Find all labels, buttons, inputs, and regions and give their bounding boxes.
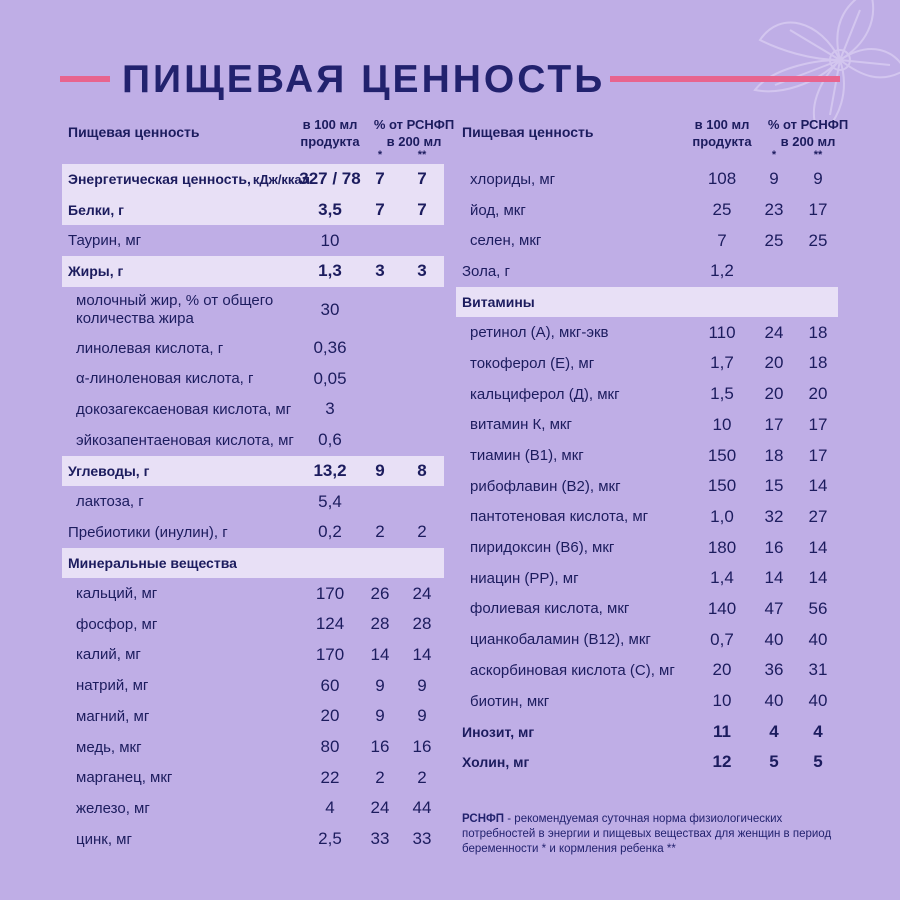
table-row xyxy=(456,747,838,778)
row-name-text: Белки, г xyxy=(68,202,124,219)
row-value-per100: 20 xyxy=(320,706,340,726)
row-value-per100: 170 xyxy=(315,583,345,603)
table-row xyxy=(62,394,444,425)
row-name xyxy=(76,640,141,671)
row-value-per100: 0,05 xyxy=(313,368,347,388)
table-row xyxy=(62,548,444,579)
row-value-pct-pregnancy: 40 xyxy=(764,691,784,711)
row-value-pct-lactation: 17 xyxy=(808,200,828,220)
row-value-pct-lactation: 9 xyxy=(417,706,427,726)
row-name xyxy=(76,701,149,732)
row-value-pct-lactation: 40 xyxy=(808,629,828,649)
row-value-per100: 1,0 xyxy=(710,506,734,526)
row-value-pct-pregnancy xyxy=(360,287,400,333)
header-per100-line1: в 100 мл xyxy=(302,117,358,132)
row-name xyxy=(470,440,584,471)
row-value-pct-pregnancy: 47 xyxy=(764,598,784,618)
header-per100-line2: продукта xyxy=(300,134,360,149)
row-name xyxy=(68,256,123,287)
row-value-per100: 110 xyxy=(708,322,736,342)
row-name-text: Зола, г xyxy=(462,262,510,280)
row-value-pct-lactation xyxy=(402,363,442,394)
row-value-pct-pregnancy: 15 xyxy=(764,476,784,496)
row-value-pct-pregnancy: 20 xyxy=(764,353,784,373)
row-value-pct-lactation xyxy=(798,287,838,318)
table-row xyxy=(456,410,838,441)
header-asterisk-1: * xyxy=(377,149,383,161)
table-row xyxy=(62,609,444,640)
row-name xyxy=(470,225,541,256)
row-value-pct-lactation: 44 xyxy=(412,798,432,818)
row-name-text: магний, мг xyxy=(76,707,150,725)
row-value-pct-pregnancy: 4 xyxy=(769,721,779,741)
row-value-pct-pregnancy xyxy=(360,394,400,425)
row-value-pct-lactation: 4 xyxy=(813,721,823,741)
row-value-pct-pregnancy xyxy=(360,425,400,456)
row-name-text: Пребиотики (инулин), г xyxy=(68,523,228,541)
title-row xyxy=(60,52,840,108)
table-row xyxy=(456,287,838,318)
row-name-text: фосфор, мг xyxy=(76,615,158,633)
row-name-text: фолиевая кислота, мкг xyxy=(470,600,630,618)
row-name xyxy=(68,164,310,195)
row-value-pct-lactation: 16 xyxy=(412,737,432,757)
row-value-pct-pregnancy: 24 xyxy=(370,798,390,818)
row-name xyxy=(470,164,555,195)
row-value-pct-lactation: 28 xyxy=(412,614,432,634)
row-value-pct-lactation: 31 xyxy=(808,660,828,680)
table-row xyxy=(456,379,838,410)
row-name-text: йод, мкг xyxy=(470,201,526,219)
row-value-pct-pregnancy xyxy=(360,363,400,394)
row-value-pct-pregnancy: 2 xyxy=(375,522,385,542)
row-value-per100: 25 xyxy=(712,200,732,220)
row-value-pct-lactation xyxy=(402,333,442,364)
row-value-pct-lactation: 9 xyxy=(813,169,823,189)
row-value-pct-pregnancy xyxy=(754,256,794,287)
row-value-per100: 12 xyxy=(712,752,732,772)
title-accent-right xyxy=(610,76,840,82)
row-name xyxy=(470,502,648,533)
row-name xyxy=(462,747,529,778)
table-row xyxy=(62,363,444,394)
row-value-pct-lactation: 56 xyxy=(808,598,828,618)
row-name-text: Холин, мг xyxy=(462,754,530,771)
row-name xyxy=(76,287,326,333)
table-row xyxy=(456,686,838,717)
row-value-pct-pregnancy: 24 xyxy=(764,322,784,342)
row-value-per100: 3,5 xyxy=(318,200,342,220)
row-value-pct-pregnancy: 36 xyxy=(764,660,784,680)
row-name-text: калий, мг xyxy=(76,646,141,664)
row-name-text: ниацин (РР), мг xyxy=(470,569,579,587)
row-value-pct-pregnancy: 18 xyxy=(764,445,784,465)
row-value-pct-pregnancy: 16 xyxy=(764,537,784,557)
row-value-pct-pregnancy xyxy=(360,548,400,579)
row-name xyxy=(470,317,609,348)
row-value-pct-lactation xyxy=(402,486,442,517)
header-per100 xyxy=(682,116,762,150)
table-row xyxy=(62,225,444,256)
row-value-per100: 10 xyxy=(712,691,732,711)
row-value-per100: 170 xyxy=(315,644,345,664)
table-row xyxy=(62,517,444,548)
row-value-per100: 124 xyxy=(315,614,345,634)
table-row xyxy=(62,164,444,195)
row-name-text: молочный жир, % от общего количества жира xyxy=(76,291,274,327)
row-name xyxy=(470,379,620,410)
row-value-per100: 0,7 xyxy=(710,629,734,649)
row-name xyxy=(462,287,535,318)
row-value-pct-lactation: 14 xyxy=(412,644,432,664)
row-value-per100: 1,4 xyxy=(710,568,734,588)
header-pct-line1: % от РСНФП xyxy=(373,117,455,132)
table-row xyxy=(62,640,444,671)
table-rows-right xyxy=(456,164,838,778)
header-asterisk-2: ** xyxy=(813,149,823,161)
row-name xyxy=(68,548,237,579)
table-row xyxy=(456,563,838,594)
row-name-text: докозагексаеновая кислота, мг xyxy=(76,400,292,418)
row-value-per100: 0,2 xyxy=(318,522,342,542)
row-value-pct-lactation: 14 xyxy=(808,476,828,496)
row-value-pct-pregnancy xyxy=(360,225,400,256)
row-name xyxy=(76,486,144,517)
row-name-text: лактоза, г xyxy=(76,493,144,511)
table-row xyxy=(62,333,444,364)
row-value-pct-lactation: 8 xyxy=(417,460,427,480)
row-name-text: кальций, мг xyxy=(76,585,158,603)
row-name xyxy=(76,394,291,425)
row-name-text: хлориды, мг xyxy=(470,170,556,188)
row-value-pct-lactation: 18 xyxy=(808,322,828,342)
table-row xyxy=(456,716,838,747)
header-pct xyxy=(758,116,858,150)
table-row xyxy=(456,256,838,287)
row-value-per100: 11 xyxy=(713,721,731,741)
row-value-pct-pregnancy: 9 xyxy=(375,706,385,726)
row-name-text: цинк, мг xyxy=(76,830,132,848)
table-row xyxy=(62,287,444,333)
table-row xyxy=(62,425,444,456)
row-value-pct-pregnancy: 2 xyxy=(375,767,385,787)
row-value-pct-pregnancy: 14 xyxy=(370,644,390,664)
table-row xyxy=(62,701,444,732)
row-name-text: Таурин, мг xyxy=(68,232,142,250)
row-value-per100: 140 xyxy=(707,598,737,618)
table-row xyxy=(62,195,444,226)
row-value-per100 xyxy=(682,287,762,318)
table-row xyxy=(62,456,444,487)
nutrition-table-left xyxy=(62,112,455,854)
row-value-pct-pregnancy xyxy=(360,486,400,517)
row-name-text: Жиры, г xyxy=(68,263,124,280)
row-value-pct-pregnancy: 17 xyxy=(764,414,784,434)
row-name-text: Витамины xyxy=(462,294,535,311)
table-row xyxy=(456,225,838,256)
row-value-pct-pregnancy: 7 xyxy=(375,169,385,189)
row-name-text: цианкобаламин (В12), мкг xyxy=(470,631,651,649)
table-row xyxy=(62,762,444,793)
row-name xyxy=(76,793,150,824)
row-value-per100: 13,2 xyxy=(313,460,347,480)
row-value-per100: 10 xyxy=(712,414,732,434)
table-row xyxy=(62,256,444,287)
row-name xyxy=(470,594,629,625)
header-per100-line2: продукта xyxy=(692,134,752,149)
row-value-per100: 22 xyxy=(320,767,340,787)
row-value-per100: 60 xyxy=(320,675,340,695)
row-name xyxy=(68,195,124,226)
row-value-pct-pregnancy: 32 xyxy=(764,506,784,526)
footnote-term: РСНФП xyxy=(462,813,505,825)
row-value-pct-pregnancy: 3 xyxy=(375,261,385,281)
header-pct xyxy=(364,116,464,150)
row-name xyxy=(76,762,172,793)
row-value-pct-pregnancy: 25 xyxy=(764,230,784,250)
row-name xyxy=(470,195,526,226)
row-name-text: Инозит, мг xyxy=(462,723,535,740)
row-name-text: натрий, мг xyxy=(76,677,149,695)
table-row xyxy=(456,317,838,348)
table-header xyxy=(456,112,849,164)
row-value-pct-pregnancy xyxy=(754,287,794,318)
row-value-per100: 108 xyxy=(707,169,737,189)
page-title: ПИЩЕВАЯ ЦЕННОСТЬ xyxy=(122,58,606,101)
header-pct-line1: % от РСНФП xyxy=(767,117,849,132)
table-row xyxy=(62,732,444,763)
row-name xyxy=(470,624,651,655)
row-value-pct-lactation: 33 xyxy=(412,829,432,849)
footnote-text: - рекомендуемая суточная норма физиологических потребностей в энергии и пищевых веществах для женщин в период беременности * и кормления ребенка ** xyxy=(462,813,832,855)
row-name-text: селен, мкг xyxy=(470,232,542,250)
row-value-pct-pregnancy: 14 xyxy=(764,568,784,588)
row-value-per100: 1,2 xyxy=(710,261,734,281)
row-value-pct-pregnancy: 16 xyxy=(370,737,390,757)
row-name-text: α-линоленовая кислота, г xyxy=(76,370,254,388)
row-name xyxy=(470,686,549,717)
footnote xyxy=(462,812,842,857)
row-value-per100: 1,7 xyxy=(710,353,734,373)
row-name-text: железо, мг xyxy=(76,799,150,817)
header-pct-line2: в 200 мл xyxy=(386,134,442,149)
row-name xyxy=(470,563,579,594)
row-name xyxy=(76,363,253,394)
row-name-text: ретинол (А), мкг-экв xyxy=(470,324,609,342)
row-value-pct-pregnancy: 26 xyxy=(370,583,390,603)
row-value-pct-pregnancy: 20 xyxy=(764,384,784,404)
row-value-per100: 30 xyxy=(320,299,340,319)
table-row xyxy=(456,440,838,471)
row-value-pct-pregnancy: 9 xyxy=(769,169,779,189)
row-value-per100 xyxy=(290,548,370,579)
row-name xyxy=(76,732,142,763)
header-name: Пищевая ценность xyxy=(462,124,594,140)
row-name-text: Энергетическая ценность, xyxy=(68,171,251,188)
row-value-pct-lactation: 27 xyxy=(808,506,828,526)
table-row xyxy=(62,578,444,609)
row-value-per100: 7 xyxy=(717,230,727,250)
row-name xyxy=(68,225,141,256)
header-per100-line1: в 100 мл xyxy=(694,117,750,132)
row-value-pct-pregnancy: 7 xyxy=(375,200,385,220)
row-value-pct-lactation xyxy=(402,287,442,333)
row-value-pct-lactation xyxy=(798,256,838,287)
table-row xyxy=(62,793,444,824)
table-row xyxy=(456,195,838,226)
header-asterisk-1: * xyxy=(771,149,777,161)
table-row xyxy=(456,594,838,625)
row-name xyxy=(462,716,534,747)
table-row xyxy=(62,670,444,701)
row-value-pct-pregnancy: 9 xyxy=(375,460,385,480)
row-value-per100: 1,3 xyxy=(318,261,342,281)
table-row xyxy=(62,486,444,517)
table-rows-left xyxy=(62,164,444,854)
row-value-pct-lactation: 7 xyxy=(417,200,427,220)
table-row xyxy=(456,624,838,655)
row-value-pct-pregnancy: 23 xyxy=(764,200,784,220)
row-value-pct-lactation: 3 xyxy=(417,261,427,281)
row-value-per100: 10 xyxy=(320,230,340,250)
row-name xyxy=(470,410,572,441)
row-value-pct-lactation: 9 xyxy=(417,675,427,695)
table-row xyxy=(456,532,838,563)
row-value-per100: 150 xyxy=(707,445,737,465)
row-value-per100: 180 xyxy=(707,537,737,557)
row-value-pct-lactation: 20 xyxy=(808,384,828,404)
row-name-text: витамин К, мкг xyxy=(470,416,572,434)
header-per100 xyxy=(290,116,370,150)
row-value-pct-lactation xyxy=(402,225,442,256)
row-value-pct-lactation: 5 xyxy=(813,752,823,772)
row-value-pct-lactation: 40 xyxy=(808,691,828,711)
row-value-per100: 5,4 xyxy=(318,491,342,511)
row-value-pct-lactation: 2 xyxy=(417,767,427,787)
row-name-text: линолевая кислота, г xyxy=(76,339,224,357)
row-value-per100: 0,6 xyxy=(318,430,342,450)
nutrition-table-right xyxy=(456,112,849,778)
row-value-pct-lactation: 17 xyxy=(808,414,828,434)
row-value-pct-lactation: 17 xyxy=(808,445,828,465)
header-name: Пищевая ценность xyxy=(68,124,200,140)
row-value-per100: 20 xyxy=(712,660,732,680)
row-value-per100: 4 xyxy=(325,798,335,818)
row-name-text: Минеральные вещества xyxy=(68,554,237,571)
row-name-text: марганец, мкг xyxy=(76,769,173,787)
row-name-text: токоферол (Е), мг xyxy=(470,354,595,372)
row-name xyxy=(76,333,223,364)
row-name-text: аскорбиновая кислота (С), мг xyxy=(470,661,675,679)
row-name-text: медь, мкг xyxy=(76,738,142,756)
row-value-pct-pregnancy: 28 xyxy=(370,614,390,634)
row-name xyxy=(470,348,594,379)
row-name-text: рибофлавин (В2), мкг xyxy=(470,477,621,495)
table-row xyxy=(456,348,838,379)
row-name xyxy=(76,609,157,640)
row-value-pct-lactation: 25 xyxy=(808,230,828,250)
row-value-per100: 80 xyxy=(320,737,340,757)
table-row xyxy=(62,824,444,855)
row-name-text: кальциферол (Д), мкг xyxy=(470,385,620,403)
row-name xyxy=(76,578,157,609)
row-name xyxy=(76,425,294,456)
row-name-text: тиамин (В1), мкг xyxy=(470,447,584,465)
row-name xyxy=(470,655,675,686)
row-name xyxy=(76,670,148,701)
header-pct-line2: в 200 мл xyxy=(780,134,836,149)
row-value-pct-lactation xyxy=(402,394,442,425)
row-value-per100: 0,36 xyxy=(313,338,347,358)
title-accent-left xyxy=(60,76,110,82)
table-row xyxy=(456,164,838,195)
row-value-pct-pregnancy: 33 xyxy=(370,829,390,849)
table-row xyxy=(456,502,838,533)
row-value-pct-lactation: 18 xyxy=(808,353,828,373)
row-name-text: эйкозапентаеновая кислота, мг xyxy=(76,431,294,449)
row-value-pct-pregnancy: 40 xyxy=(764,629,784,649)
row-value-pct-lactation: 14 xyxy=(808,537,828,557)
row-name xyxy=(76,824,132,855)
table-row xyxy=(456,471,838,502)
row-value-per100: 3 xyxy=(325,399,335,419)
row-name-unit: кДж/ккал xyxy=(252,171,310,187)
row-value-pct-lactation xyxy=(402,548,442,579)
table-row xyxy=(456,655,838,686)
row-name xyxy=(68,517,228,548)
row-value-per100: 1,5 xyxy=(710,384,734,404)
row-name xyxy=(470,532,614,563)
row-value-per100: 150 xyxy=(707,476,737,496)
row-value-pct-lactation: 2 xyxy=(417,522,427,542)
row-value-pct-lactation xyxy=(402,425,442,456)
row-name-text: пантотеновая кислота, мг xyxy=(470,508,649,526)
row-value-per100: 327 / 78 xyxy=(299,169,361,189)
table-header xyxy=(62,112,455,164)
row-name xyxy=(470,471,621,502)
row-value-pct-pregnancy xyxy=(360,333,400,364)
header-asterisk-2: ** xyxy=(417,149,427,161)
row-value-pct-lactation: 14 xyxy=(808,568,828,588)
row-value-pct-pregnancy: 5 xyxy=(769,752,779,772)
row-value-pct-lactation: 24 xyxy=(412,583,432,603)
row-value-pct-pregnancy: 9 xyxy=(375,675,385,695)
row-value-per100: 2,5 xyxy=(318,829,342,849)
row-value-pct-lactation: 7 xyxy=(417,169,427,189)
row-name-text: биотин, мкг xyxy=(470,692,550,710)
row-name xyxy=(462,256,510,287)
row-name-text: Углеводы, г xyxy=(68,462,150,479)
row-name-text: пиридоксин (В6), мкг xyxy=(470,539,615,557)
row-name xyxy=(68,456,149,487)
